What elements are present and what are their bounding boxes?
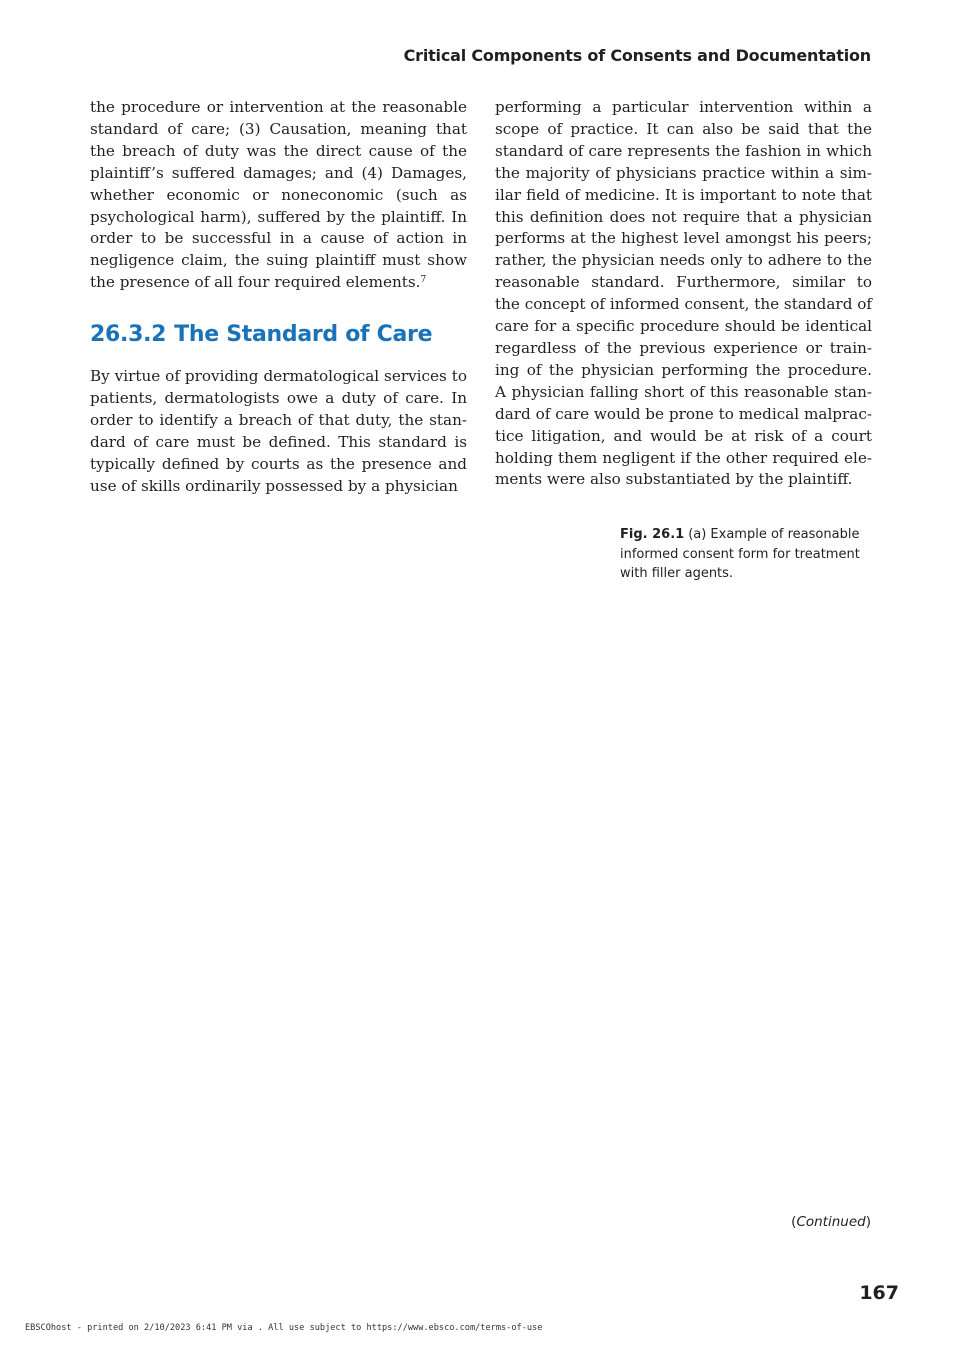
continued-close-paren: ) [865, 1214, 871, 1230]
running-head: Critical Components of Consents and Documentation [403, 46, 871, 65]
figure-label: Fig. 26.1 [620, 527, 685, 542]
section-number: 26.3.2 [90, 322, 167, 348]
reference-superscript: 7 [420, 275, 427, 286]
body-paragraph: By virtue of providing dermatological services to patients, dermatologists owe a duty of care. In order to identify a breach of that duty, the standard of care must be defined. This standard is typically defined by courts as the presence and use of skills ordinarily possessed by a physician [90, 367, 467, 495]
section-title: The Standard of Care [174, 322, 433, 348]
figure-caption [620, 525, 875, 584]
continued-note [791, 1214, 871, 1230]
body-paragraph: performing a particular intervention within a scope of practice. It can also be said that the standard of care represents the fashion in which the majority of physicians practice within a similar field of medicine. It is important to note that this definition does not require that a physician performs at the highest level amongst his peers; rather, the physician needs only to adhere to the reasonable standard. Furthermore, similar to the concept of informed consent, the standard of care for a specific procedure should be identical regardless of the previous experience or training of the physician performing the procedure. A physician falling short of this reasonable standard of care would be prone to medical malpractice litigation, and would be at risk of a court holding them negligent if the other required elements were also substantiated by the plaintiff. [495, 98, 873, 489]
figure-caption-text: (a) Example of reasonable informed consent form for treatment with filler agents. [620, 527, 860, 581]
right-column [495, 97, 872, 491]
left-column [90, 97, 467, 498]
continued-word: Continued [796, 1214, 866, 1230]
section-heading [90, 322, 467, 348]
continued-open-paren: ( [791, 1214, 797, 1230]
footer-notice: EBSCOhost - printed on 2/10/2023 6:41 PM via . All use subject to https://www.ebsco.com/terms-of-use [25, 1323, 543, 1333]
body-paragraph [90, 97, 467, 294]
page-number: 167 [859, 1282, 899, 1304]
paragraph-text: the procedure or intervention at the reasonable standard of care; (3) Causation, meaning that the breach of duty was the direct cause of the plaintiff’s suffered damages; and (4) Damages, whether economic or noneconomic (such as psychological harm), suffered by the plaintiff. In order to be successful in a cause of action in negligence claim, the suing plaintiff must show the presence of all four required elements. [90, 98, 467, 292]
